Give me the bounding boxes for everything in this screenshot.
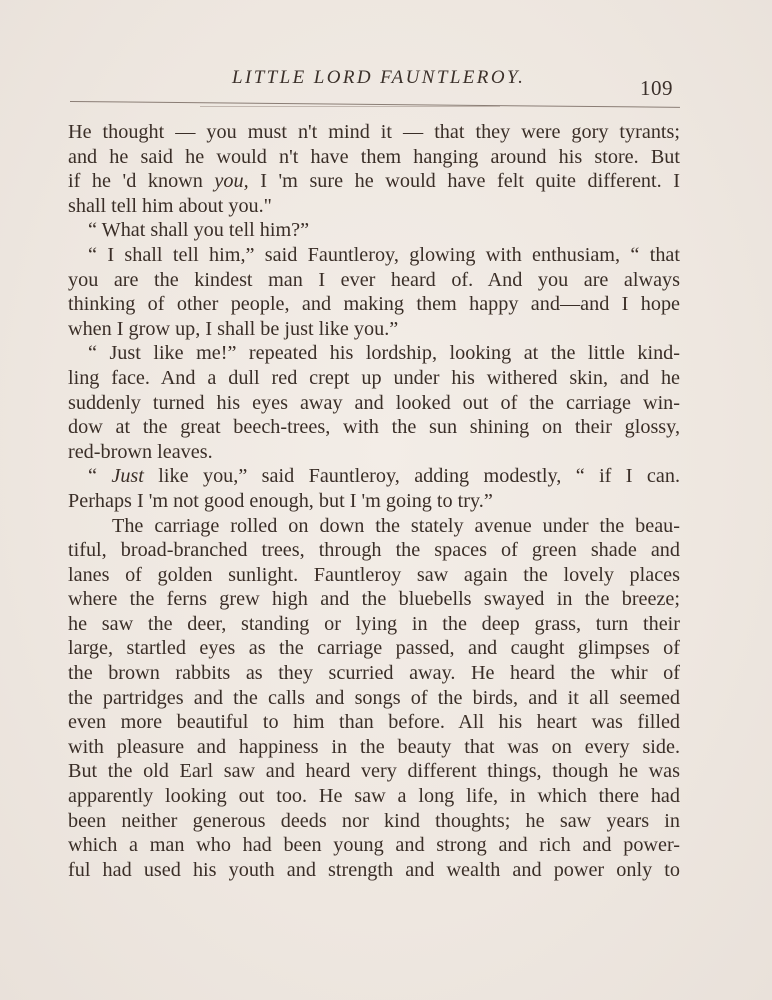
body-text [68, 120, 680, 882]
text-line: been neither generous deeds nor kind thoughts; he saw years in [68, 809, 680, 832]
text-line: when I grow up, I shall be just like you.” [68, 317, 399, 340]
text-line: lanes of golden sunlight. Fauntleroy saw again the lovely places [68, 563, 680, 586]
text-line: which a man who had been young and strong and rich and power- [68, 834, 680, 857]
text-line: the brown rabbits as they scurried away. He heard the whir of [68, 662, 680, 685]
text-line: ling face. And a dull red crept up under his withered skin, and he [68, 366, 680, 389]
text-line: ful had used his youth and strength and wealth and power only to [68, 858, 680, 881]
text-line: “ What shall you tell him?” [88, 219, 310, 242]
text-line: Perhaps I 'm not good enough, but I 'm going to try.” [68, 489, 493, 512]
text-line: He thought — you must n't mind it — that they were gory tyrants; [68, 121, 680, 143]
text-line: you are the kindest man I ever heard of. And you are always [68, 268, 680, 291]
text-line: “ Just like me!” repeated his lordship, looking at the little kind- [88, 342, 680, 365]
text-line: red-brown leaves. [68, 440, 213, 463]
header-rule-faint [200, 106, 500, 107]
text-line: thinking of other people, and making them happy and—and I hope [68, 293, 680, 316]
text-line: tiful, broad-branched trees, through the spaces of green shade and [68, 539, 680, 562]
text-line: apparently looking out too. He saw a long life, in which there had [68, 785, 680, 808]
text-line: the partridges and the calls and songs of the birds, and it all seemed [68, 686, 680, 709]
text-line: “ I shall tell him,” said Fauntleroy, glowing with enthusiam, “ that [88, 243, 680, 266]
running-title: LITTLE LORD FAUNTLEROY. [232, 67, 526, 88]
text-line: large, startled eyes as the carriage passed, and caught glimpses of [68, 637, 680, 660]
text-line: if he 'd known you, I 'm sure he would have felt quite different. I [68, 170, 680, 193]
text-line: The carriage rolled on down the stately avenue under the beau- [112, 514, 680, 537]
page-number: 109 [640, 76, 673, 100]
text-line: But the old Earl saw and heard very different things, though he was [68, 760, 680, 783]
text-line: suddenly turned his eyes away and looked out of the carriage win- [68, 391, 680, 414]
text-line: shall tell him about you." [68, 194, 272, 217]
text-line: where the ferns grew high and the bluebells swayed in the breeze; [68, 588, 680, 611]
text-line: dow at the great beech-trees, with the sun shining on their glossy, [68, 416, 680, 439]
text-line: with pleasure and happiness in the beauty that was on every side. [68, 735, 680, 758]
text-line: he saw the deer, standing or lying in the deep grass, turn their [68, 612, 680, 635]
text-line: and he said he would n't have them hanging around his store. But [68, 145, 680, 168]
text-line: even more beautiful to him than before. All his heart was filled [68, 711, 680, 734]
text-line: “ Just like you,” said Fauntleroy, adding modestly, “ if I can. [88, 465, 680, 488]
